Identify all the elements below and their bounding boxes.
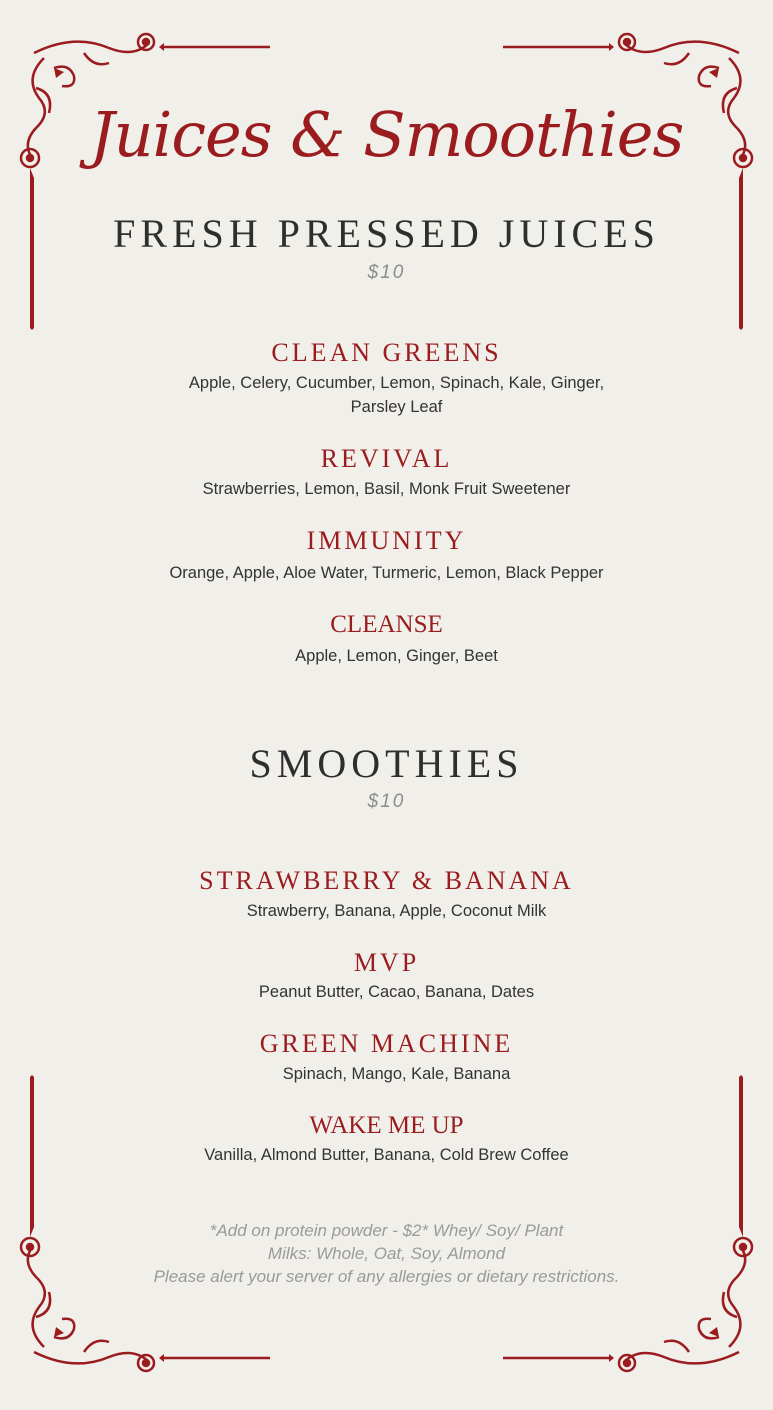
- smoothie-item-name: WAKE ME UP: [309, 1112, 464, 1139]
- smoothie-item-desc: Peanut Butter, Cacao, Banana, Dates: [258, 983, 535, 1001]
- footer-notes: [0, 1219, 773, 1288]
- menu-script-title: [0, 70, 773, 200]
- juice-item-desc: Apple, Celery, Cucumber, Lemon, Spinach, Kale, Ginger, Parsley Leaf: [188, 374, 605, 416]
- juices-section-title: FRESH PRESSED JUICES: [113, 211, 660, 256]
- smoothie-item-desc: Vanilla, Almond Butter, Banana, Cold Brew Coffee: [204, 1146, 569, 1164]
- milk-options-note: Milks: Whole, Oat, Soy, Almond: [267, 1244, 506, 1263]
- juice-item-name: IMMUNITY: [306, 526, 467, 555]
- juice-item-desc: Strawberries, Lemon, Basil, Monk Fruit Sweetener: [202, 480, 571, 498]
- juice-item-desc: Orange, Apple, Aloe Water, Turmeric, Lemon, Black Pepper: [169, 564, 604, 582]
- protein-addon-note: *Add on protein powder - $2* Whey/ Soy/ Plant: [209, 1221, 564, 1240]
- smoothies-price: $10: [367, 791, 406, 812]
- juice-item-desc: Apple, Lemon, Ginger, Beet: [295, 647, 498, 665]
- smoothie-item-name: STRAWBERRY & BANANA: [199, 866, 574, 895]
- juices-price: $10: [367, 262, 406, 283]
- juice-item-name: CLEAN GREENS: [271, 338, 502, 367]
- smoothies-section-title: SMOOTHIES: [249, 741, 524, 786]
- menu-script-title-text: Juices & Smoothies: [89, 98, 684, 171]
- smoothie-item-name: MVP: [353, 948, 420, 977]
- smoothie-item-desc: Strawberry, Banana, Apple, Coconut Milk: [246, 902, 547, 920]
- smoothie-item-name: GREEN MACHINE: [259, 1029, 514, 1058]
- smoothie-item-desc: Spinach, Mango, Kale, Banana: [282, 1065, 511, 1083]
- allergy-note: Please alert your server of any allergies or dietary restrictions.: [153, 1267, 620, 1286]
- juice-item-name: REVIVAL: [320, 444, 453, 473]
- juice-item-name: CLEANSE: [330, 611, 443, 638]
